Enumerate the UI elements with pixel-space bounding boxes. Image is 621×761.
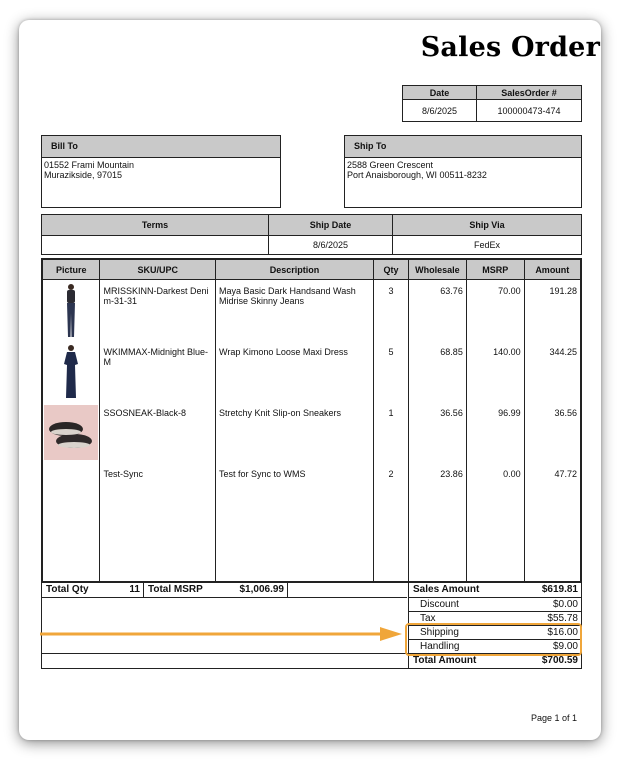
divider: [41, 653, 408, 654]
item-sku: MRISSKINN-Darkest Deni m-31-31: [100, 280, 216, 341]
table-row: [42, 402, 581, 463]
item-sku: SSOSNEAK-Black-8: [100, 402, 216, 463]
total-msrp-label: Total MSRP: [148, 584, 203, 595]
item-amount: 344.25: [524, 341, 581, 402]
handling-label: Handling: [420, 641, 460, 652]
ship-to-box: [344, 135, 582, 208]
description-header: Description: [216, 259, 374, 280]
table-row: [42, 463, 581, 583]
item-sku: WKIMMAX-Midnight Blue-M: [100, 341, 216, 402]
shipping-label: Shipping: [420, 627, 459, 638]
amount-header: Amount: [524, 259, 581, 280]
bill-to-box: [41, 135, 281, 208]
order-meta-table: [402, 85, 582, 122]
jeans-model-image: [59, 283, 83, 339]
ship-to-label: Ship To: [345, 136, 581, 158]
bill-to-line2: Murazikside, 97015: [44, 170, 123, 180]
picture-header: Picture: [42, 259, 100, 280]
sku-header: SKU/UPC: [100, 259, 216, 280]
ship-via-header: Ship Via: [393, 215, 582, 236]
sales-amount-value: $619.81: [541, 584, 578, 595]
item-amount: 191.28: [524, 280, 581, 341]
shipping-handling-highlight: [405, 623, 582, 656]
item-wholesale: 36.56: [408, 402, 466, 463]
item-msrp: 96.99: [466, 402, 524, 463]
shipping-terms-table: [41, 214, 582, 255]
ship-to-line2: Port Anaisborough, WI 00511-8232: [347, 170, 487, 180]
page-number: Page 1 of 1: [531, 713, 578, 723]
order-date: 8/6/2025: [403, 100, 477, 122]
order-number-header: SalesOrder #: [477, 86, 582, 100]
ship-date-value: 8/6/2025: [269, 236, 393, 255]
ship-via-value: FedEx: [393, 236, 582, 255]
item-msrp: 70.00: [466, 280, 524, 341]
bill-to-line1: 01552 Frami Mountain: [44, 160, 135, 170]
item-amount: 47.72: [524, 463, 581, 583]
item-description: Wrap Kimono Loose Maxi Dress: [216, 341, 374, 402]
arrow-icon: [40, 626, 404, 642]
ship-to-line1: 2588 Green Crescent: [347, 160, 434, 170]
divider: [408, 597, 582, 598]
item-description: Test for Sync to WMS: [216, 463, 374, 583]
terms-value: [42, 236, 269, 255]
item-qty: 2: [374, 463, 409, 583]
total-msrp-value: $1,006.99: [239, 584, 284, 595]
discount-label: Discount: [420, 599, 459, 610]
total-amount-label: Total Amount: [413, 655, 477, 666]
item-description: Stretchy Knit Slip-on Sneakers: [216, 402, 374, 463]
item-qty: 5: [374, 341, 409, 402]
tax-value: $55.78: [547, 613, 578, 624]
item-amount: 36.56: [524, 402, 581, 463]
handling-value: $9.00: [552, 641, 578, 652]
dress-model-image: [58, 344, 84, 400]
ship-date-header: Ship Date: [269, 215, 393, 236]
date-header: Date: [403, 86, 477, 100]
qty-header: Qty: [374, 259, 409, 280]
bill-to-label: Bill To: [42, 136, 280, 158]
line-items-table: [41, 258, 582, 583]
item-msrp: 0.00: [466, 463, 524, 583]
divider: [143, 583, 144, 598]
item-qty: 3: [374, 280, 409, 341]
divider: [408, 611, 582, 612]
item-picture: [42, 341, 100, 402]
table-row: [42, 280, 581, 341]
order-number: 100000473-474: [477, 100, 582, 122]
sales-amount-label: Sales Amount: [413, 584, 480, 595]
item-sku: Test-Sync: [100, 463, 216, 583]
tax-label: Tax: [420, 613, 436, 624]
shipping-value: $16.00: [547, 627, 578, 638]
document-title: Sales Order: [420, 32, 600, 63]
item-picture: [42, 463, 100, 583]
item-wholesale: 63.76: [408, 280, 466, 341]
item-wholesale: 68.85: [408, 341, 466, 402]
item-picture: [42, 402, 100, 463]
item-description: Maya Basic Dark Handsand Wash Midrise Skinny Jeans: [216, 280, 374, 341]
item-wholesale: 23.86: [408, 463, 466, 583]
total-qty-value: 11: [129, 584, 140, 595]
terms-header: Terms: [42, 215, 269, 236]
total-qty-label: Total Qty: [46, 584, 89, 595]
sneakers-image: [44, 405, 98, 460]
wholesale-header: Wholesale: [408, 259, 466, 280]
discount-value: $0.00: [552, 599, 578, 610]
item-picture: [42, 280, 100, 341]
item-qty: 1: [374, 402, 409, 463]
msrp-header: MSRP: [466, 259, 524, 280]
item-msrp: 140.00: [466, 341, 524, 402]
table-row: [42, 341, 581, 402]
divider: [287, 583, 288, 598]
total-amount-value: $700.59: [541, 655, 578, 666]
